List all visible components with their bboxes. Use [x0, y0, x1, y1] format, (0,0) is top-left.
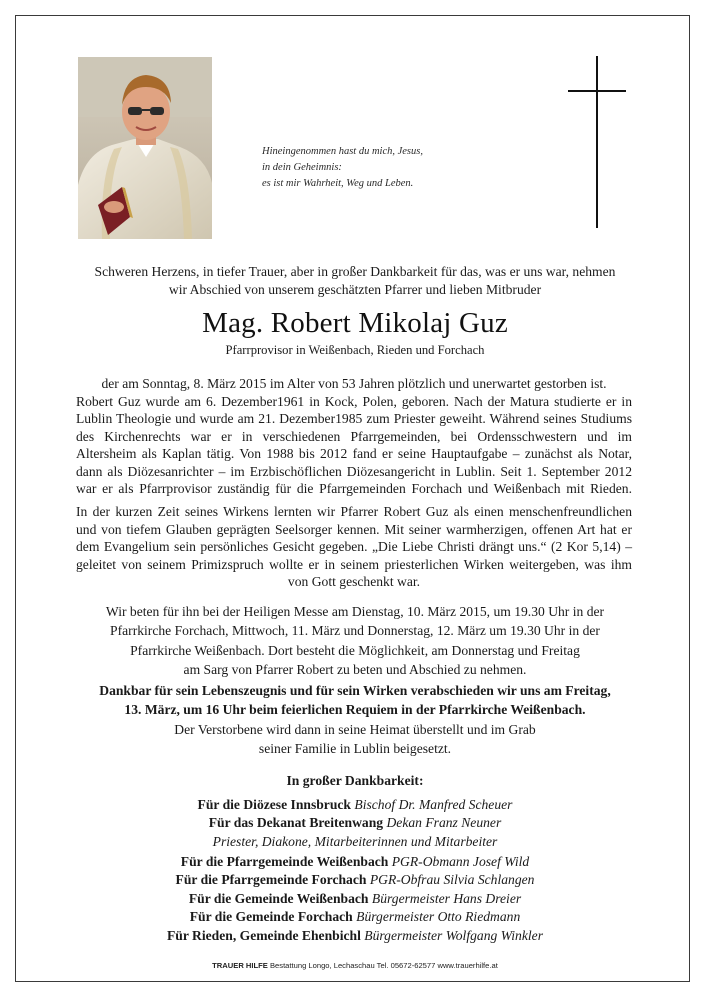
quote-line: Hineingenommen hast du mich, Jesus, [262, 146, 423, 157]
thanks-person: Bischof Dr. Manfred Scheuer [354, 797, 513, 812]
mass-paragraph [60, 602, 650, 679]
burial-line: seiner Familie in Lublin beigesetzt. [258, 741, 452, 757]
bio-line: war er als Pfarrprovisor zuständig für die Pfarrgemeinden Forchach und Weißenbach mit Rieden. [76, 481, 632, 496]
thanks-row [60, 853, 650, 871]
thanks-row [60, 927, 650, 945]
thanks-org: Für die Gemeinde Forchach [189, 909, 353, 925]
thanks-row [60, 908, 650, 926]
quote [262, 144, 502, 192]
bio-line: Robert Guz wurde am 6. Dezember1961 in Kock, Polen, geboren. Nach der Matura studierte er in [76, 393, 632, 409]
mass-line: Pfarrkirche Forchach, Mittwoch, 11. März und Donnerstag, 12. März um 19.30 Uhr in der [110, 623, 600, 639]
bio-line: des Kirchenrechts war er in verschiedenen Pfarrgemeinden, bei Ordensschwestern und im [76, 428, 632, 444]
thanks-row [60, 814, 650, 832]
mass-line: Wir beten für ihn bei der Heiligen Messe am Dienstag, 10. März 2015, um 19.30 Uhr in der [105, 604, 605, 619]
thanks-row [60, 833, 650, 851]
bio-line: Lublin Theologie und wurde am 21. Dezember1985 zum Priester geweiht. Während seines Studiums [76, 411, 632, 426]
bio-line: Altersheim als Kaplan tätig. Von 1988 bis 2012 fand er seine Hauptaufgabe – zunächst als Notar, [76, 446, 632, 461]
thanks-org: Für die Pfarrgemeinde Weißenbach [180, 854, 389, 869]
deceased-role: Pfarrprovisor in Weißenbach, Rieden und Forchach [225, 343, 485, 357]
portrait-photo [78, 57, 212, 239]
footer-contact: Bestattung Longo, Lechaschau Tel. 05672-62577 www.trauerhilfe.at [269, 961, 498, 970]
thanks-org: Für das Dekanat Breitenwang [208, 815, 384, 831]
thanks-row [60, 890, 650, 908]
thanks-heading: In großer Dankbarkeit: [286, 773, 424, 788]
thanks-person: Bürgermeister Wolfgang Winkler [364, 927, 543, 943]
bio-line: In der kurzen Zeit seines Wirkens lernten wir Pfarrer Robert Guz als einen menschenfreundlichen [76, 504, 632, 519]
quote-line: in dein Geheimnis: [262, 162, 342, 173]
thanks-person: PGR-Obfrau Silvia Schlangen [369, 872, 535, 888]
intro-line: wir Abschied von unserem geschätzten Pfarrer und lieben Mitbruder [168, 282, 542, 297]
thanks-org: Für die Gemeinde Weißenbach [188, 890, 369, 906]
thanks-person: Bürgermeister Otto Riedmann [356, 909, 521, 925]
thanks-row [60, 796, 650, 814]
intro-text [60, 263, 650, 299]
requiem-line: Dankbar für sein Lebenszeugnis und für sein Wirken verabschieden wir uns am Freitag, [99, 683, 611, 698]
thanks-person: Dekan Franz Neuner [386, 815, 502, 831]
requiem-paragraph [60, 681, 650, 720]
thanks-row [60, 871, 650, 889]
bio-line: geleitet von seinem Primizspruch wollte er in seinem priesterlichen Wirken weitergeben, was ihm [76, 556, 632, 572]
bio-line: der am Sonntag, 8. März 2015 im Alter von 53 Jahren plötzlich und unerwartet gestorben ist. [101, 376, 607, 391]
bio-line: dann als Diözesanrichter – im Erzbischöflichen Diözesangericht in Lublin. Seit 1. September 2012 [76, 463, 632, 479]
footer [60, 961, 650, 970]
ministry-paragraph [76, 503, 632, 591]
bio-line: von Gott geschenkt war. [287, 574, 421, 589]
biography-paragraph [76, 375, 632, 498]
mass-line: Pfarrkirche Weißenbach. Dort besteht die Möglichkeit, am Donnerstag und Freitag [130, 642, 580, 658]
bio-line: dem Evangelium sein persönliches Gesicht gegeben. „Die Liebe Christi drängt uns.“ (2 Kor 5,14) – [76, 539, 632, 554]
burial-paragraph [60, 720, 650, 759]
deceased-name: Mag. Robert Mikolaj Guz [202, 307, 508, 339]
cross-icon [568, 56, 626, 228]
requiem-line: 13. März, um 16 Uhr beim feierlichen Requiem in der Pfarrkirche Weißenbach. [124, 702, 586, 718]
burial-line: Der Verstorbene wird dann in seine Heimat überstellt und im Grab [174, 722, 536, 737]
mass-line: am Sarg von Pfarrer Robert zu beten und Abschied zu nehmen. [183, 661, 527, 677]
intro-line: Schweren Herzens, in tiefer Trauer, aber in großer Dankbarkeit für das, was er uns war, nehmen [94, 264, 616, 279]
thanks-group-community [60, 853, 650, 945]
quote-line: es ist mir Wahrheit, Weg und Leben. [262, 178, 414, 189]
thanks-org: Für die Diözese Innsbruck [197, 797, 351, 812]
thanks-group-church [60, 796, 650, 851]
thanks-person: Priester, Diakone, Mitarbeiterinnen und Mitarbeiter [212, 833, 498, 849]
thanks-person: Bürgermeister Hans Dreier [371, 890, 522, 906]
footer-brand: TRAUER HILFE [212, 961, 268, 970]
thanks-org: Für die Pfarrgemeinde Forchach [175, 872, 367, 888]
bio-line: und von tiefem Glauben geprägten Seelsorger kennen. Mit seiner warmherzigen, offenen Art hat er [76, 521, 632, 537]
thanks-person: PGR-Obmann Josef Wild [391, 854, 530, 869]
thanks-org: Für Rieden, Gemeinde Ehenbichl [167, 927, 361, 943]
